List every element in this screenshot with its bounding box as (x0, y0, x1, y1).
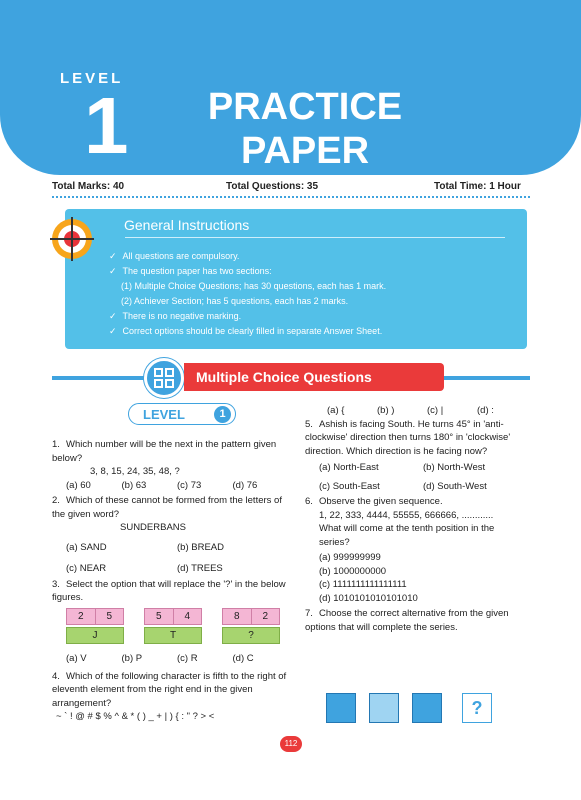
instructions-heading: General Instructions (124, 217, 250, 233)
page-number: 112 (280, 736, 302, 752)
figure-box: 2 5 J (66, 608, 124, 645)
list-item: (2) Achiever Section; has 5 questions, each has 2 marks. (121, 296, 349, 306)
grid-icon (144, 358, 184, 398)
page-title: PRACTICE PAPER (207, 86, 403, 172)
series-figure-1 (326, 693, 356, 723)
instructions-list (109, 249, 386, 339)
divider (52, 196, 530, 198)
list-item: (1) Multiple Choice Questions; has 30 questions, each has 1 mark. (121, 281, 387, 291)
divider (125, 237, 505, 238)
list-item: ✓ All questions are compulsory. (109, 251, 240, 261)
series-figure-2 (369, 693, 399, 723)
total-time: Total Time: 1 Hour (434, 181, 521, 192)
level-badge: LEVEL 1 (128, 403, 236, 425)
question-1: 1. Which number will be the next in the pattern given below? 3, 8, 15, 24, 35, 48, ? (a) 60 (b) 63 (c) 73 (d) 76 (52, 439, 277, 491)
left-column-lower: (a) V (b) P (c) R (d) C 4. Which of the following character is fifth to the right of eleventh element from the right end in the given arrangement? ~ ` ! @ # $ % ^ & * ( ) _ + | ) { : " ? > < (52, 653, 287, 722)
instructions-box (65, 209, 527, 349)
total-marks: Total Marks: 40 (52, 181, 125, 192)
left-column (52, 438, 288, 607)
section-title: Multiple Choice Questions (184, 363, 444, 391)
target-icon (50, 217, 94, 261)
header-banner (0, 0, 581, 175)
question-5: 5. Ashish is facing South. He turns 45° in 'anti-clockwise' direction then turns 180° in 'clockwise' direction. Which direction is he facing now? (a) North-East (b) North-West (c) South-East (d) South-West (305, 418, 511, 492)
level-word: LEVEL (60, 70, 124, 87)
question-7: 7. Choose the correct alternative from the given options that will complete the series. (305, 608, 509, 633)
question-6: 6. Observe the given sequence. 1, 22, 333, 4444, 55555, 666666, ............ What will come at the tenth position in the series? (a) 999999999 (b) 1000000000 (c) 1111111111111111 (d) 1010101010101010 (305, 496, 495, 604)
figure-box: 5 4 T (144, 608, 202, 645)
series-question-box: ? (462, 693, 492, 723)
series-figure-3 (412, 693, 442, 723)
total-questions: Total Questions: 35 (226, 181, 319, 192)
list-item: ✓ The question paper has two sections: (109, 266, 272, 276)
question-4: 4. Which of the following character is fifth to the right of eleventh element from the right end in the given arrangement? ~ ` ! @ # $ % ^ & * ( ) _ + | ) { : " ? > < (52, 670, 287, 722)
question-2: 2. Which of these cannot be formed from the letters of the given word? SUNDERBANS (a) SAND (b) BREAD (c) NEAR (d) TREES (52, 495, 282, 574)
figure-box: 8 2 ? (222, 608, 280, 645)
figure-row (66, 608, 280, 645)
question-3: 3. Select the option that will replace the '?' in the below figures. (52, 578, 286, 603)
list-item: ✓ There is no negative marking. (109, 311, 242, 321)
level-number: 1 (84, 81, 129, 170)
list-item: ✓ Correct options should be clearly filled in separate Answer Sheet. (109, 326, 383, 336)
right-column: (a) { (b) ) (c) | (d) : 5. Ashish is facing South. He turns 45° in 'anti-clockwise' direction then turns 180° in 'clockwise' direction. Which direction is he facing now? (a) North-East (b) North-West (c) South-East (d) South-West 6. Observe the given sequence. 1, 22, 333, 4444, 55555, 666666, ............ What will come at the tenth position in the series? (a) 999999999 (b) 1000000000 (c) 1111111111111111 (d) 1010101010101010 7. Choose the correct alternative from the given options that will complete the series. (305, 404, 527, 636)
